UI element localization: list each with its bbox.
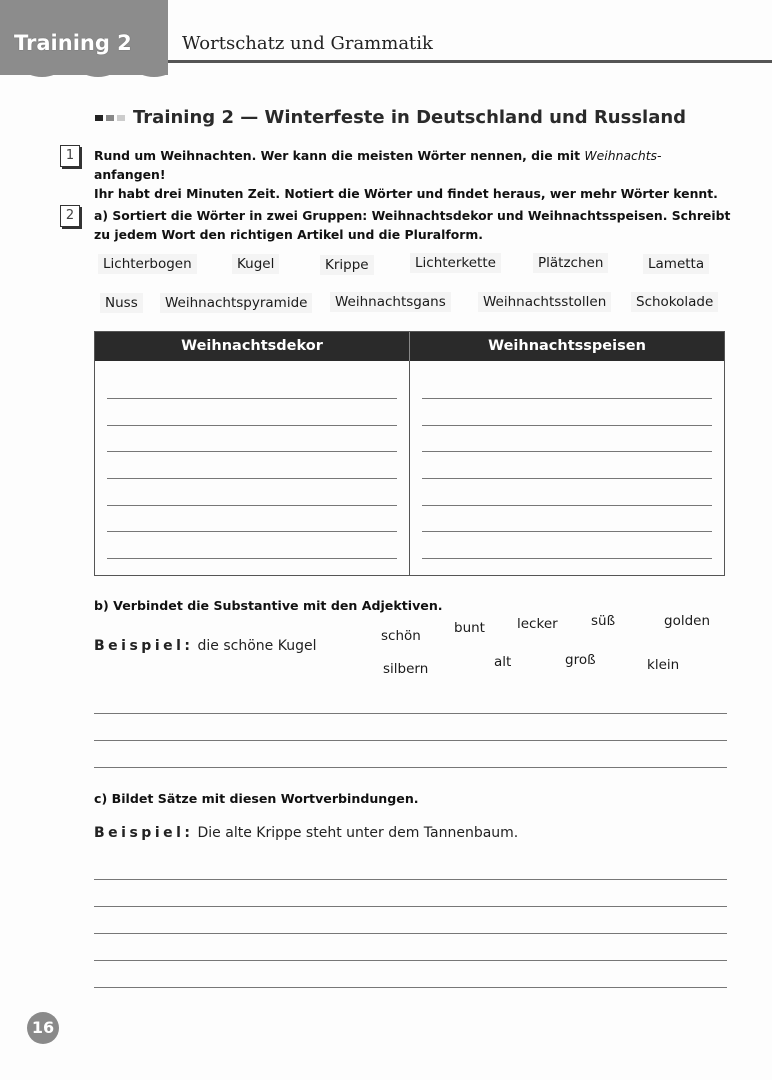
adjective-chip: süß — [591, 613, 616, 629]
answer-line[interactable] — [422, 451, 712, 452]
writing-line[interactable] — [94, 906, 727, 907]
writing-line[interactable] — [94, 879, 727, 880]
writing-line[interactable] — [94, 740, 727, 741]
sorting-table — [94, 331, 725, 576]
writing-line[interactable] — [94, 933, 727, 934]
answer-line[interactable] — [107, 531, 397, 532]
answer-line[interactable] — [422, 531, 712, 532]
task2b-example — [94, 638, 316, 654]
word-chip: Nuss — [100, 293, 143, 313]
adjective-chip: lecker — [517, 616, 558, 632]
task2a-text-line1: a) Sortiert die Wörter in zwei Gruppen: Weihnachtsdekor und Weihnachtsspeisen. Schreibt — [94, 208, 731, 223]
word-chip: Lichterkette — [410, 253, 501, 273]
table-body — [95, 361, 724, 575]
writing-line[interactable] — [94, 987, 727, 988]
word-chip: Kugel — [232, 254, 279, 274]
adjective-chip: schön — [381, 628, 421, 644]
word-chip: Plätzchen — [533, 253, 608, 273]
example-label: Beispiel: — [94, 825, 194, 841]
answer-line[interactable] — [107, 398, 397, 399]
adjective-chip: bunt — [454, 620, 485, 636]
word-chip: Weihnachtsgans — [330, 292, 451, 312]
section-title — [95, 107, 686, 128]
answer-line[interactable] — [422, 478, 712, 479]
task-number-2: 2 — [60, 205, 80, 227]
word-chip: Lichterbogen — [98, 254, 197, 274]
task2c-heading: c) Bildet Sätze mit diesen Wortverbindungen. — [94, 791, 419, 806]
example-text: Die alte Krippe steht unter dem Tannenbaum. — [197, 825, 519, 841]
word-chip: Weihnachtsstollen — [478, 292, 611, 312]
adjective-chip: groß — [565, 652, 596, 668]
section-title-text: Training 2 — Winterfeste in Deutschland und Russland — [133, 107, 687, 128]
example-text: die schöne Kugel — [197, 638, 317, 654]
answer-line[interactable] — [422, 425, 712, 426]
adjective-chip: golden — [664, 613, 711, 629]
answer-line[interactable] — [422, 505, 712, 506]
page-number: 16 — [27, 1012, 59, 1044]
word-chip: Krippe — [320, 255, 374, 275]
word-chip: Schokolade — [631, 292, 718, 312]
task2a-instructions — [94, 206, 734, 244]
answer-line[interactable] — [107, 425, 397, 426]
answer-line[interactable] — [422, 398, 712, 399]
answer-line[interactable] — [107, 478, 397, 479]
example-label: Beispiel: — [94, 638, 194, 654]
square-light-icon — [117, 115, 125, 121]
header-rule — [168, 60, 772, 63]
word-chip: Lametta — [643, 254, 709, 274]
word-chip: Weihnachtspyramide — [160, 293, 312, 313]
column-speisen — [409, 361, 724, 575]
task1-instructions — [94, 146, 734, 203]
adjective-chip: klein — [647, 657, 680, 673]
task2b-heading: b) Verbindet die Substantive mit den Adjektiven. — [94, 598, 443, 613]
task1-text-line2: Ihr habt drei Minuten Zeit. Notiert die Wörter und findet heraus, wer mehr Wörter kennt. — [94, 186, 718, 201]
task1-text-italic: Weihnachts- — [584, 148, 662, 163]
task2c-example — [94, 825, 518, 841]
task1-text-part1: Rund um Weihnachten. Wer kann die meisten Wörter nennen, die mit — [94, 148, 585, 163]
answer-line[interactable] — [107, 558, 397, 559]
task2a-text-line2: zu jedem Wort den richtigen Artikel und die Pluralform. — [94, 227, 483, 242]
writing-line[interactable] — [94, 960, 727, 961]
header-title: Wortschatz und Grammatik — [182, 33, 433, 54]
square-dark-icon — [95, 115, 103, 121]
writing-line[interactable] — [94, 713, 727, 714]
table-header — [95, 332, 724, 361]
answer-line[interactable] — [422, 558, 712, 559]
answer-line[interactable] — [107, 505, 397, 506]
adjective-chip: silbern — [383, 661, 429, 677]
adjective-chip: alt — [494, 654, 512, 670]
tab-wave-decoration — [0, 68, 168, 80]
square-mid-icon — [106, 115, 114, 121]
task-number-1: 1 — [60, 145, 80, 167]
chapter-tab-label: Training 2 — [14, 31, 132, 55]
task1-text-part2: anfangen! — [94, 167, 166, 182]
answer-line[interactable] — [107, 451, 397, 452]
writing-line[interactable] — [94, 767, 727, 768]
column-header-speisen: Weihnachtsspeisen — [409, 332, 724, 361]
column-dekor — [95, 361, 409, 575]
column-header-dekor: Weihnachtsdekor — [181, 338, 323, 354]
